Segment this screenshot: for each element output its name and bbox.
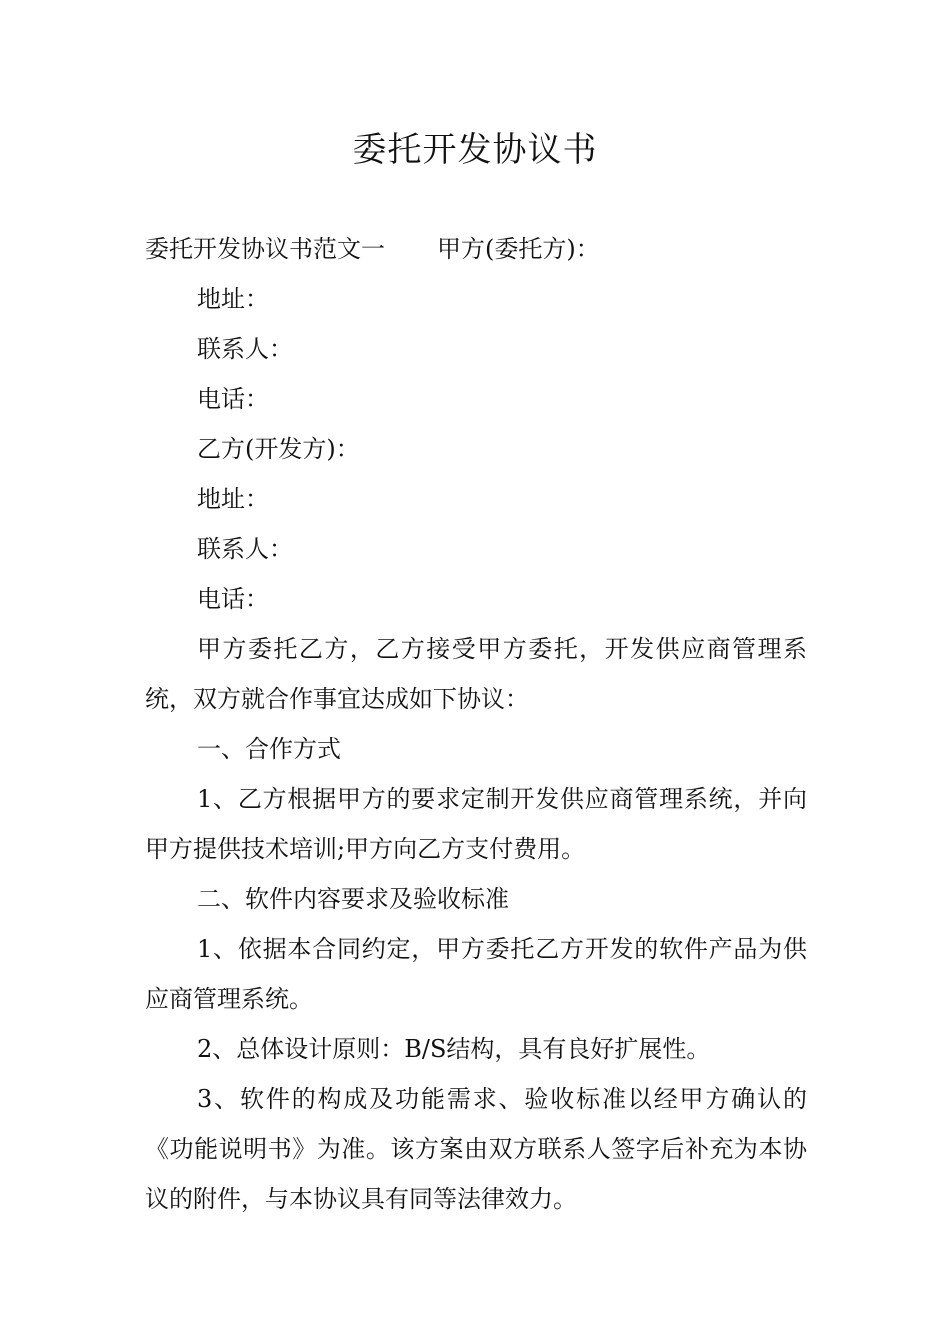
section-2-heading: 二、软件内容要求及验收标准: [197, 885, 509, 913]
party-b-phone: 电话：: [197, 585, 269, 613]
party-b-heading: 乙方(开发方)：: [197, 435, 360, 463]
intro-label: 委托开发协议书范文一: [145, 235, 385, 263]
section-2-item-3: 3、软件的构成及功能需求、验收标准以经甲方确认的《功能说明书》为准。该方案由双方联系人签字后补充为本协议的附件，与本协议具有同等法律效力。: [145, 1085, 807, 1213]
party-b-contact: 联系人：: [197, 535, 293, 563]
party-a-contact: 联系人：: [197, 335, 293, 363]
section-2-item-1: 1、依据本合同约定，甲方委托乙方开发的软件产品为供应商管理系统。: [145, 935, 807, 1013]
preamble-paragraph: 甲方委托乙方，乙方接受甲方委托，开发供应商管理系统，双方就合作事宜达成如下协议：: [145, 635, 807, 713]
intro-line: [145, 224, 807, 274]
party-b-address: 地址：: [197, 485, 269, 513]
document-title: 委托开发协议书: [352, 130, 598, 170]
section-1-heading: 一、合作方式: [197, 735, 341, 763]
section-2-item-2: 2、总体设计原则：B/S结构，具有良好扩展性。: [197, 1035, 711, 1063]
section-1-item-1: 1、乙方根据甲方的要求定制开发供应商管理系统，并向甲方提供技术培训;甲方向乙方支付费用。: [145, 785, 807, 863]
party-a-heading: 甲方(委托方)：: [437, 235, 600, 263]
party-a-address: 地址：: [197, 285, 269, 313]
party-a-phone: 电话：: [197, 385, 269, 413]
document-body: [145, 224, 807, 1224]
